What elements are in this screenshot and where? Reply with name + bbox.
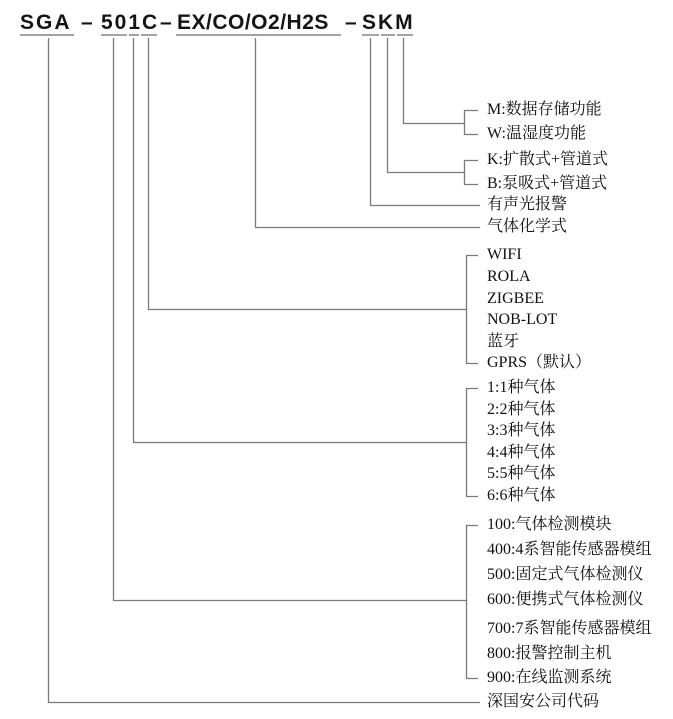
title-separator: –	[81, 11, 95, 34]
legend-item-series-800: 800:报警控制主机	[487, 645, 612, 662]
legend-item-gas-count-5: 5:5种气体	[487, 465, 556, 482]
legend-item-series-400: 400:4系智能传感器模组	[487, 541, 652, 558]
title-gas-code: EX/CO/O2/H2S	[177, 11, 329, 34]
legend-item-gprs: GPRS（默认）	[487, 354, 592, 371]
legend-item-series-100: 100:气体检测模块	[487, 516, 612, 533]
title-series-code: 501C	[101, 11, 160, 34]
legend-item-data-storage: M:数据存储功能	[487, 101, 602, 118]
legend-item-chemical-formula: 气体化学式	[487, 218, 568, 235]
legend-item-series-600: 600:便携式气体检测仪	[487, 591, 644, 608]
legend-item-bluetooth: 蓝牙	[487, 333, 520, 350]
legend-item-gas-count-3: 3:3种气体	[487, 422, 556, 439]
legend-item-diffusion: K:扩散式+管道式	[487, 151, 609, 168]
title-company-code: SGA	[20, 11, 72, 34]
legend-item-series-500: 500:固定式气体检测仪	[487, 566, 644, 583]
legend-item-gas-count-6: 6:6种气体	[487, 487, 556, 504]
title-separator: –	[160, 11, 174, 34]
legend-item-nob-lot: NOB-LOT	[487, 311, 558, 328]
legend-item-gas-count-1: 1:1种气体	[487, 379, 556, 396]
title-separator: –	[345, 11, 359, 34]
legend-item-gas-count-2: 2:2种气体	[487, 401, 556, 418]
title-option-code: SKM	[362, 11, 415, 34]
legend-item-alarm: 有声光报警	[487, 196, 568, 213]
legend-item-temp-humidity: W:温湿度功能	[487, 125, 586, 142]
legend-item-pump: B:泵吸式+管道式	[487, 175, 608, 192]
legend-item-gas-count-4: 4:4种气体	[487, 444, 556, 461]
legend-item-zigbee: ZIGBEE	[487, 290, 544, 307]
legend-item-rola: ROLA	[487, 268, 531, 285]
legend-item-series-900: 900:在线监测系统	[487, 669, 612, 686]
legend-item-wifi: WIFI	[487, 246, 522, 263]
legend-item-company-code: 深国安公司代码	[487, 693, 600, 710]
legend-item-series-700: 700:7系智能传感器模组	[487, 620, 652, 637]
